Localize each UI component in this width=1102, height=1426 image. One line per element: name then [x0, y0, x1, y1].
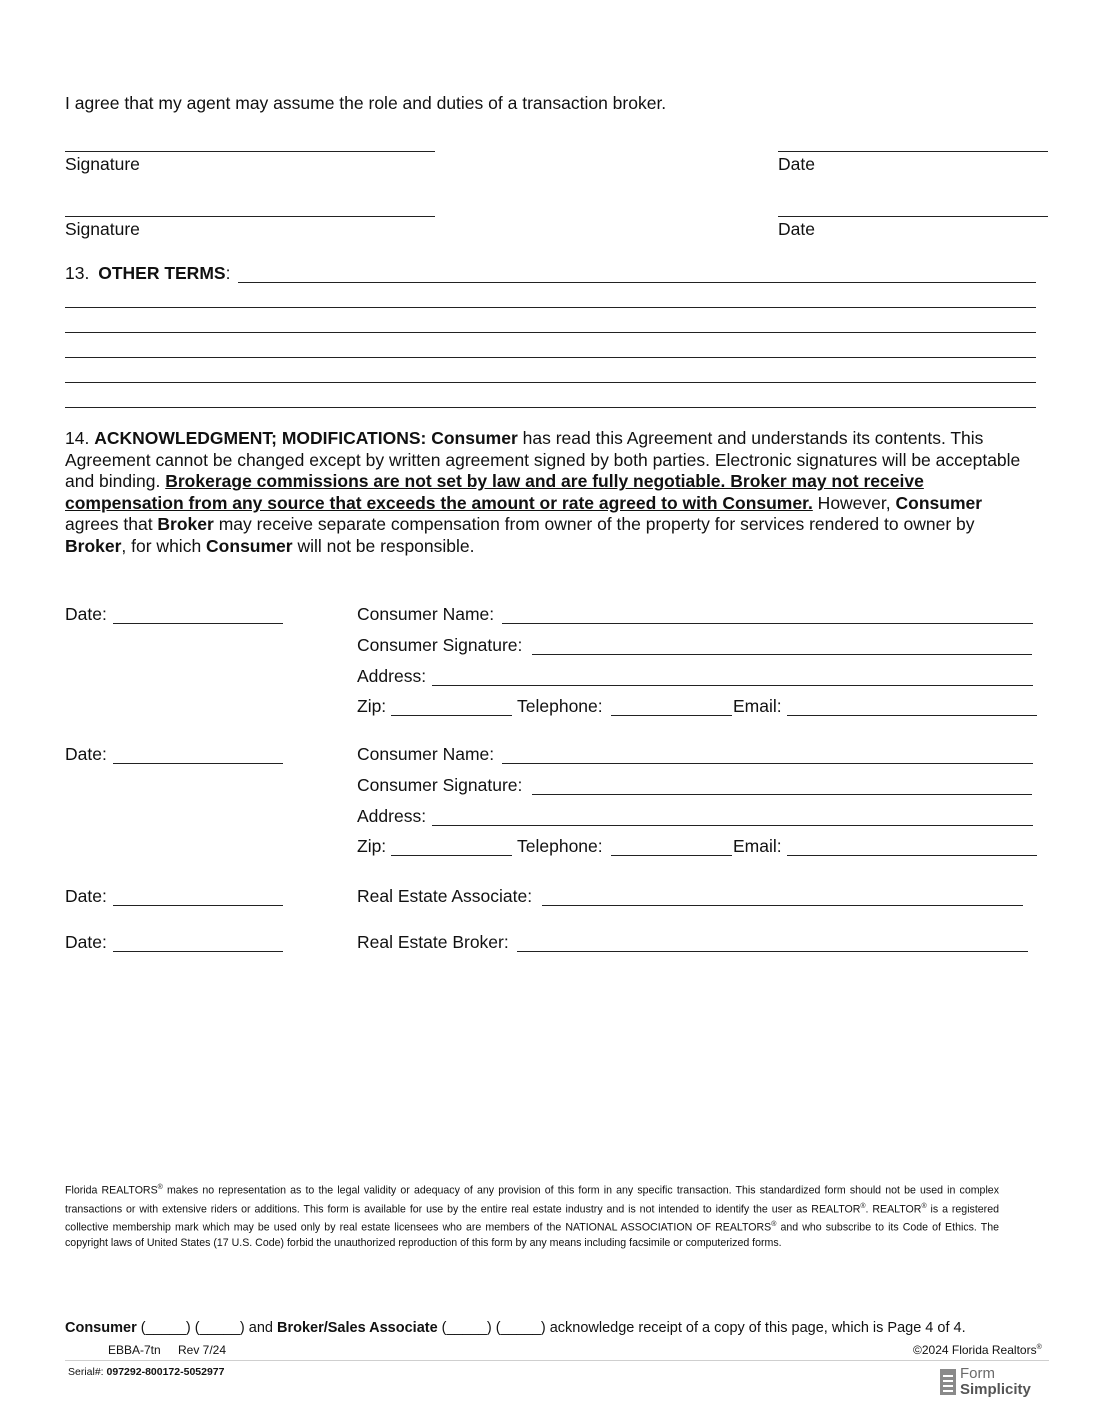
real-estate-associate-field[interactable]: [542, 905, 1023, 906]
date-label: Date: [778, 219, 815, 239]
signature-line[interactable]: [65, 151, 435, 152]
disclaimer-text: is a registered collective membership mark which may be used only by real estate licensees who are members of the NATIONAL ASSOCIATION OF REALTORS: [65, 1203, 999, 1234]
section-13-title: OTHER TERMS: [98, 263, 226, 283]
date-label: Date:: [65, 604, 107, 624]
email-field[interactable]: [787, 715, 1037, 716]
zip-field[interactable]: [391, 855, 512, 856]
address-field[interactable]: [432, 825, 1033, 826]
form-simplicity-logo: [940, 1366, 1040, 1402]
section-14-text-5: , for which: [121, 535, 207, 556]
broker-term: Broker: [157, 514, 214, 535]
section-14-paragraph: [65, 428, 1040, 558]
telephone-field[interactable]: [611, 715, 732, 716]
telephone-label: Telephone:: [517, 836, 603, 856]
disclaimer-text: Florida REALTORS: [65, 1184, 158, 1197]
copyright: [913, 1343, 1042, 1357]
consumer-signature-label: Consumer Signature:: [357, 635, 523, 655]
email-label: Email:: [733, 836, 782, 856]
other-terms-line[interactable]: [65, 332, 1036, 333]
telephone-label: Telephone:: [517, 696, 603, 716]
consumer-term: Consumer: [431, 428, 518, 448]
logo-text: [960, 1366, 1031, 1398]
date-field[interactable]: [113, 623, 283, 624]
registered-mark: ®: [157, 1184, 163, 1191]
zip-label: Zip:: [357, 836, 387, 856]
consumer-initials-label: Consumer: [65, 1320, 137, 1336]
address-label: Address:: [357, 806, 427, 826]
consumer-signature-field[interactable]: [532, 654, 1032, 655]
section-14-text-6: will not be responsible.: [292, 535, 475, 556]
other-terms-line[interactable]: [238, 282, 1036, 283]
consumer-signature-label: Consumer Signature:: [357, 775, 523, 795]
serial-number: [68, 1366, 224, 1378]
other-terms-line[interactable]: [65, 407, 1036, 408]
consumer-name-label: Consumer Name:: [357, 604, 495, 624]
initials-blanks: (_____) (_____) and: [136, 1320, 277, 1336]
commission-notice: Brokerage commissions are not set by law and are fully negotiable. Broker may not receive compensation from any source that exceeds the amount or rate agreed to with Consumer.: [65, 471, 924, 513]
footer-divider: [65, 1360, 1049, 1361]
section-14-text-1: has read this Agreement and understands its contents. This Agreement cannot be changed except by written agreement signed by both parties. Electronic signatures will be acceptable and binding.: [65, 428, 1021, 492]
registered-mark: ®: [1036, 1344, 1042, 1351]
section-14-text-2: However,: [812, 492, 896, 513]
date-label: Date: [778, 154, 815, 174]
serial-label: Serial#:: [68, 1366, 104, 1378]
section-14-title: ACKNOWLEDGMENT; MODIFICATIONS:: [94, 428, 427, 448]
consumer-signature-field[interactable]: [532, 794, 1032, 795]
zip-label: Zip:: [357, 696, 387, 716]
registered-mark: ®: [860, 1202, 866, 1210]
section-14-text-4: may receive separate compensation from owner of the property for services rendered to owner by: [213, 514, 975, 535]
other-terms-line[interactable]: [65, 357, 1036, 358]
intro-text: I agree that my agent may assume the role and duties of a transaction broker.: [65, 93, 667, 113]
registered-mark: ®: [921, 1202, 927, 1210]
zip-field[interactable]: [391, 715, 512, 716]
disclaimer-text: makes no representation as to the legal validity or adequacy of any provision of this form in any specific transaction. This standardized form should not be used in complex transactions or with extensive riders or additions. This form is available for use by the entire real estate industry and is not intended to identify the user as REALTOR: [65, 1184, 999, 1216]
section-13-number: 13.: [65, 263, 90, 283]
initials-blanks: (_____) (_____) acknowledge receipt of a copy of this page, which is Page 4 of 4.: [437, 1320, 966, 1336]
section-13-colon: :: [225, 263, 231, 283]
other-terms-line[interactable]: [65, 307, 1036, 308]
broker-initials-label: Broker/Sales Associate: [276, 1320, 438, 1336]
telephone-field[interactable]: [611, 855, 732, 856]
consumer-name-label: Consumer Name:: [357, 744, 495, 764]
copyright-text: ©2024 Florida Realtors: [913, 1343, 1037, 1357]
disclaimer-text: . REALTOR: [865, 1203, 922, 1216]
disclaimer: [65, 1180, 999, 1251]
address-label: Address:: [357, 666, 427, 686]
consumer-name-field[interactable]: [502, 763, 1033, 764]
serial-value: 097292-800172-5052977: [106, 1366, 225, 1378]
disclaimer-text: and who subscribe to its Code of Ethics. The copyright laws of United States (17 U.S. Code) forbid the unauthorized reproduction of this form by any means including facsimile or computerized forms.: [65, 1222, 999, 1250]
email-field[interactable]: [787, 855, 1037, 856]
logo-line-form: Form: [960, 1365, 995, 1382]
date-field[interactable]: [113, 905, 283, 906]
real-estate-broker-field[interactable]: [517, 951, 1028, 952]
document-icon: [940, 1369, 956, 1395]
form-revision: Rev 7/24: [178, 1343, 227, 1357]
real-estate-broker-label: Real Estate Broker:: [357, 932, 509, 952]
signature-label: Signature: [65, 154, 140, 174]
logo-line-simplicity: Simplicity: [960, 1381, 1031, 1398]
date-label: Date:: [65, 932, 107, 952]
date-field[interactable]: [113, 951, 283, 952]
consumer-name-field[interactable]: [502, 623, 1033, 624]
date-line[interactable]: [778, 151, 1048, 152]
registered-mark: ®: [771, 1221, 777, 1229]
section-13-heading: [65, 262, 230, 284]
signature-line[interactable]: [65, 216, 435, 217]
date-label: Date:: [65, 744, 107, 764]
address-field[interactable]: [432, 685, 1033, 686]
email-label: Email:: [733, 696, 782, 716]
other-terms-line[interactable]: [65, 382, 1036, 383]
date-field[interactable]: [113, 763, 283, 764]
section-14-number: 14.: [65, 428, 90, 448]
form-code: EBBA-7tn: [108, 1343, 161, 1357]
receipt-acknowledgment: [65, 1319, 966, 1337]
real-estate-associate-label: Real Estate Associate:: [357, 886, 533, 906]
consumer-term: Consumer: [206, 535, 293, 556]
consumer-term: Consumer: [895, 492, 983, 513]
broker-term: Broker: [65, 535, 122, 556]
date-label: Date:: [65, 886, 107, 906]
signature-label: Signature: [65, 219, 140, 239]
section-14-text-3: agrees that: [65, 514, 158, 535]
date-line[interactable]: [778, 216, 1048, 217]
